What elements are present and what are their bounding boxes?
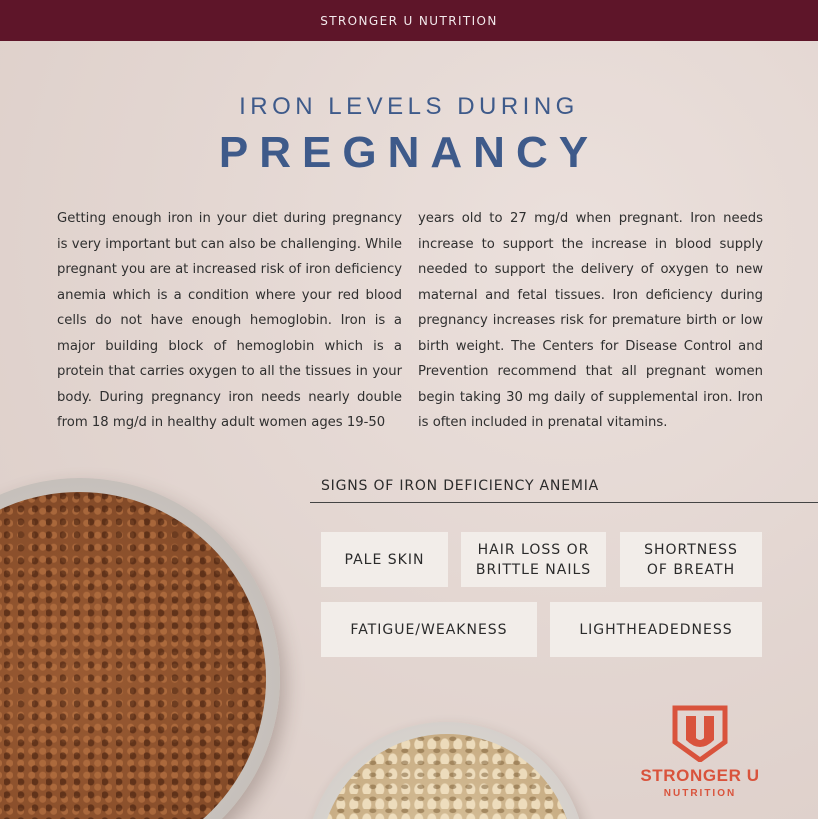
logo-name: STRONGER U xyxy=(640,766,760,785)
logo-subtitle: NUTRITION xyxy=(663,788,737,799)
sign-label: PALE SKIN xyxy=(344,551,425,568)
signs-divider xyxy=(310,502,818,503)
sign-card-lightheadedness xyxy=(550,602,762,657)
stronger-u-shield-icon xyxy=(671,704,729,762)
sign-label-line1: HAIR LOSS OR xyxy=(477,541,590,558)
body-text-right-column: years old to 27 mg/d when pregnant. Iron needs increase to support the increase in blood supply needed to support the delivery of oxygen to new maternal and fetal tissues. Iron deficiency during pregnancy increases risk for premature birth or low birth weight. The Centers for Disease Control and Prevention recommend that all pregnant women begin taking 30 mg daily of supplemental iron. Iron is often included in prenatal vitamins. xyxy=(418,211,763,430)
sign-label-line2: OF BREATH xyxy=(646,561,736,578)
sign-label-line1: SHORTNESS xyxy=(644,541,738,558)
sign-card-hair-loss xyxy=(461,532,606,587)
signs-heading: SIGNS OF IRON DEFICIENCY ANEMIA xyxy=(321,478,600,494)
brand-header-bar xyxy=(0,0,818,41)
sign-label: LIGHTHEADEDNESS xyxy=(579,621,733,638)
brand-header-text: STRONGER U NUTRITION xyxy=(320,13,498,28)
sign-card-pale-skin xyxy=(321,532,448,587)
body-text-left-column: Getting enough iron in your diet during pregnancy is very important but can also be challenging. While pregnant you are at increased risk of iron deficiency anemia which is a condition where your red blood cells do not have enough hemoglobin. Iron is a major building block of hemoglobin which is a protein that carries oxygen to all the tissues in your body. During pregnancy iron needs nearly double from 18 mg/d in healthy adult women ages 19-50 xyxy=(57,211,403,430)
title-subheading: IRON LEVELS DURING xyxy=(239,93,579,120)
page-title: PREGNANCY xyxy=(218,128,600,177)
sign-label: FATIGUE/WEAKNESS xyxy=(350,621,508,638)
stronger-u-logo xyxy=(638,704,762,804)
sign-label-line2: BRITTLE NAILS xyxy=(475,561,592,578)
sign-card-shortness-of-breath xyxy=(620,532,762,587)
sign-card-fatigue xyxy=(321,602,537,657)
